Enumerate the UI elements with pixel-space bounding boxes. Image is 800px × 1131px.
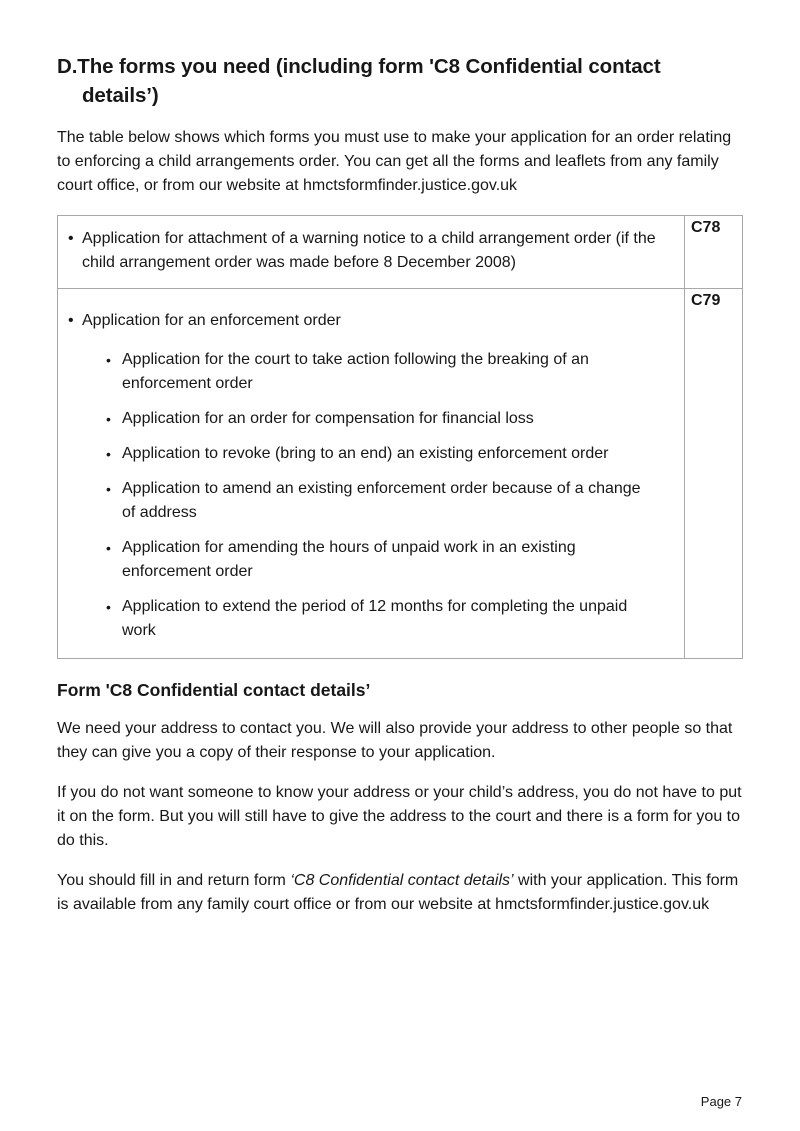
intro-paragraph: The table below shows which forms you must use to make your application for an order relating to enforcing a child arrangements order. You can get all the forms and leaflets from any family court office, or from our website at hmctsformfinder.justice.gov.uk — [57, 129, 732, 194]
page-number: Page 7 — [700, 1094, 742, 1109]
sub-bullet-item: • Application to revoke (bring to an end) an existing enforcement order — [106, 442, 654, 466]
form-code-c78: C78 — [685, 216, 743, 289]
sub-bullet-item: • Application for the court to take action following the breaking of an enforcement order — [106, 348, 654, 396]
table-row-c78 — [58, 216, 743, 289]
page-title — [57, 52, 743, 110]
sub-bullet-item: • Application to extend the period of 12 months for completing the unpaid work — [106, 595, 654, 643]
sub-bullet-item: • Application for an order for compensation for financial loss — [106, 407, 654, 431]
form-code-c79: C79 — [685, 289, 743, 659]
form-name-italic: ‘C8 Confidential contact details’ — [290, 872, 514, 889]
row-description-cell — [58, 216, 685, 289]
page-title-line-2: details’) — [82, 84, 159, 107]
paragraph-return-form-prefix: You should fill in and return form — [57, 872, 291, 889]
bullet-item: • Application for attachment of a warning notice to a child arrangement order (if the child arrangement order was made before 8 December 2008) — [68, 227, 672, 275]
table-row-c79 — [58, 289, 743, 659]
sub-bullet-list — [106, 348, 654, 643]
page-content — [57, 0, 743, 917]
sub-bullet-item: • Application for amending the hours of unpaid work in an existing enforcement order — [106, 536, 654, 584]
row-description-cell — [58, 289, 685, 659]
paragraph-return-form-suffix: with your application. This form is available from any family court office or from our website at hmctsformfinder.justice.gov.uk — [57, 872, 739, 913]
paragraph-return-form — [57, 869, 743, 917]
sub-bullet-item: • Application to amend an existing enforcement order because of a change of address — [106, 477, 654, 525]
forms-table — [57, 215, 743, 659]
bullet-item: • Application for an enforcement order — [68, 309, 672, 333]
paragraph-address-privacy: If you do not want someone to know your address or your child’s address, you do not have to put it on the form. But you will still have to give the address to the court and there is a form for you to do this. — [57, 784, 742, 849]
paragraph-address-contact: We need your address to contact you. We will also provide your address to other people so that they can give you a copy of their response to your application. — [57, 720, 733, 761]
page-title-line-1: D.The forms you need (including form 'C8 Confidential contact — [57, 55, 661, 78]
section-title: Form 'C8 Confidential contact details’ — [57, 680, 371, 700]
